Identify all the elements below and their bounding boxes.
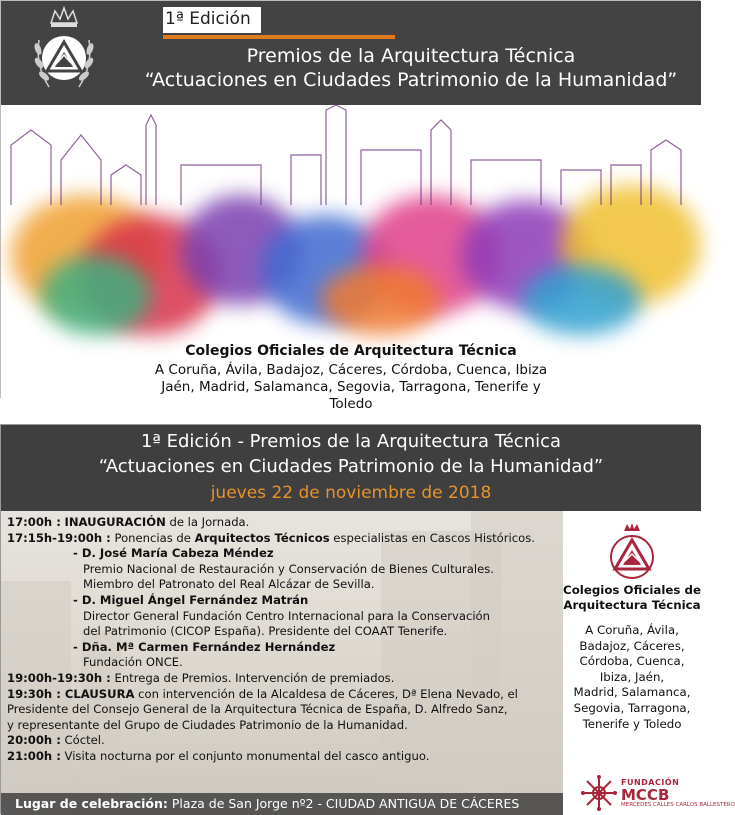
side-city-line: Ibiza, Jaén,: [599, 669, 665, 684]
program-text: Cóctel.: [60, 733, 105, 748]
speaker-detail: Director General Fundación Centro Internacional para la Conservación: [83, 608, 490, 623]
side-org-line: Colegios Oficiales de: [563, 583, 701, 597]
speaker-detail: Miembro del Patronato del Real Alcázar de Sevilla.: [83, 577, 375, 592]
program-item: [7, 687, 563, 703]
program-keyword: INAUGURACIÓN: [64, 515, 166, 529]
bottom-subtitle: “Actuaciones en Ciudades Patrimonio de la Humanidad”: [98, 456, 604, 477]
caption-cities-line2: Jaén, Madrid, Salamanca, Segovia, Tarragona, Tenerife y Toledo: [161, 379, 541, 412]
program-text: y representante del Grupo de Ciudades Patrimonio de la Humanidad.: [7, 717, 408, 732]
venue-text: Plaza de San Jorge nº2 - CIUDAD ANTIGUA DE CÁCERES: [167, 796, 520, 811]
program-time: 21:00h :: [7, 748, 61, 763]
program-keyword: Arquitectos Técnicos: [194, 530, 330, 545]
foundation-name: MCCB: [621, 786, 670, 804]
program-time: 17:00h :: [7, 515, 61, 529]
foundation-logo: [581, 775, 735, 811]
program-text: Ponencias de: [110, 530, 195, 545]
bottom-title: 1ª Edición - Premios de la Arquitectura Técnica: [140, 431, 562, 452]
caption-block: [141, 343, 561, 413]
top-header: [1, 1, 701, 105]
program-text: Entrega de Premios. Intervención de premiados.: [110, 670, 395, 685]
side-city-line: Badajoz, Cáceres,: [579, 638, 685, 653]
program-text: Visita nocturna por el conjunto monumental del casco antiguo.: [60, 748, 430, 763]
accent-bar: [163, 35, 395, 39]
program-text: con intervención de la Alcaldesa de Cáceres, Dª Elena Nevado, el: [134, 686, 518, 701]
bottom-poster: [0, 424, 735, 814]
speaker-name: - D. Miguel Ángel Fernández Matrán: [73, 592, 309, 607]
caption-org: Colegios Oficiales de Arquitectura Técnica: [185, 343, 517, 359]
program-list: [7, 515, 563, 765]
side-city-line: Córdoba, Cuenca,: [579, 654, 685, 669]
sidebar-colleges: [563, 511, 735, 815]
program-time: 20:00h :: [7, 733, 61, 748]
program-item: [7, 671, 563, 687]
program-item: [7, 515, 563, 531]
award-title: Premios de la Arquitectura Técnica: [246, 45, 576, 67]
speaker-name: - D. José María Cabeza Méndez: [73, 546, 274, 561]
bottom-body: [1, 511, 735, 815]
top-poster: [0, 0, 700, 412]
side-city-line: Madrid, Salamanca,: [573, 685, 691, 700]
bottom-header: [1, 425, 701, 511]
watercolor-skyline-art: [1, 105, 701, 412]
program-time: 19:00h-19:30h :: [7, 670, 111, 685]
speaker-detail: Premio Nacional de Restauración y Conservación de Bienes Culturales.: [83, 561, 494, 576]
skyline-icon: [1, 105, 701, 265]
award-subtitle: “Actuaciones en Ciudades Patrimonio de la Humanidad”: [144, 69, 678, 91]
foundation-label: FUNDACIÓN: [621, 778, 680, 787]
program-item: [7, 531, 563, 547]
crown-emblem-icon: [29, 5, 99, 101]
program-keyword: CLAUSURA: [60, 686, 135, 701]
side-city-line: A Coruña, Ávila,: [585, 623, 679, 637]
program-item: [7, 749, 563, 765]
speaker-detail: Fundación ONCE.: [83, 655, 183, 670]
event-date: jueves 22 de noviembre de 2018: [210, 483, 492, 503]
venue-bar: [1, 793, 563, 815]
program-text: Presidente del Consejo General de la Arquitectura Técnica de España, D. Alfredo Sanz,: [7, 702, 508, 717]
foundation-star-icon: [581, 775, 617, 811]
program-item: [7, 733, 563, 749]
side-org-line: Arquitectura Técnica: [563, 598, 701, 612]
foundation-sub: MERCEDES CALLES CARLOS BALLESTERO: [621, 802, 735, 808]
speaker-detail: del Patrimonio (CICOP España). Presidente del COAAT Tenerife.: [83, 624, 448, 639]
venue-label: Lugar de celebración:: [15, 796, 168, 811]
program-time: 17:15h-19:00h :: [7, 530, 111, 545]
edition-label: 1ª Edición: [163, 7, 261, 33]
triangle-logo-icon: [602, 523, 662, 581]
caption-cities-line1: A Coruña, Ávila, Badajoz, Cáceres, Córdoba, Cuenca, Ibiza: [154, 362, 548, 378]
side-city-line: Tenerife y Toledo: [582, 716, 682, 731]
program-time: 19:30h :: [7, 686, 61, 701]
side-cities: [563, 623, 701, 732]
side-city-line: Segovia, Tarragona,: [573, 700, 691, 715]
speaker-name: - Dña. Mª Carmen Fernández Hernández: [73, 639, 336, 654]
program-text: de la Jornada.: [165, 515, 250, 529]
side-org: [563, 583, 701, 613]
program-text: especialistas en Cascos Históricos.: [329, 530, 535, 545]
